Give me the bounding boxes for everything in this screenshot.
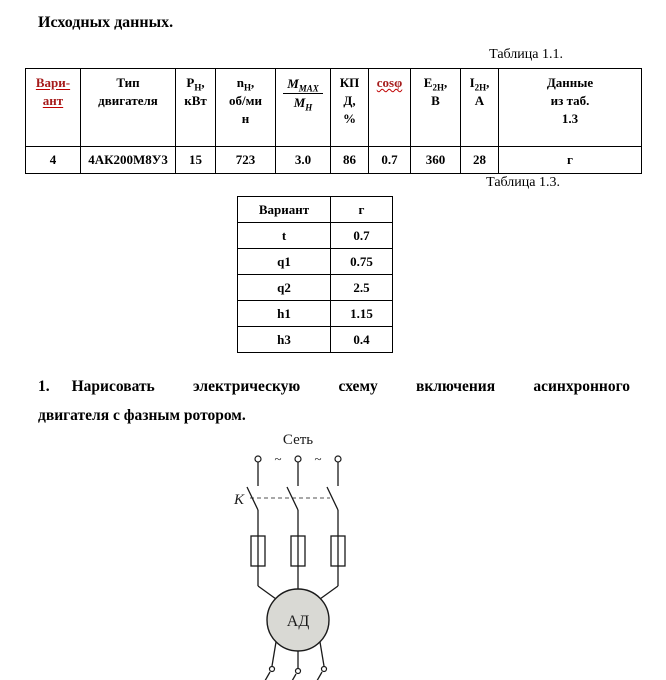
cell-cos-phi: 0.7 bbox=[369, 147, 411, 174]
rotor-contact bbox=[296, 669, 301, 674]
col-header-rotor-emf: $E_{2Н}$, В bbox=[411, 69, 461, 147]
col-header-efficiency: КП Д, % bbox=[331, 69, 369, 147]
param-name: q2 bbox=[238, 275, 331, 301]
motor-label: АД bbox=[286, 613, 310, 630]
mmax-mn-fraction: $\frac{M_{MAX}}{M_Н}$ bbox=[283, 76, 323, 110]
phase-wires-middle bbox=[258, 510, 338, 586]
contactor-label: К bbox=[234, 492, 244, 508]
col-header-torque-ratio bbox=[276, 69, 331, 147]
param-value: 0.7 bbox=[331, 223, 393, 249]
cell-efficiency: 86 bbox=[331, 147, 369, 174]
phase-wires-upper bbox=[258, 462, 338, 486]
ac-symbol: ~ bbox=[274, 451, 282, 466]
task-paragraph bbox=[38, 372, 630, 430]
table-data-row bbox=[26, 147, 642, 174]
cell-data-ref: г bbox=[499, 147, 642, 174]
param-value: 2.5 bbox=[331, 275, 393, 301]
supply-terminal bbox=[335, 456, 341, 462]
cell-rotor-emf: 360 bbox=[411, 147, 461, 174]
param-name: h1 bbox=[238, 301, 331, 327]
cell-motor-type: 4АК200М8У3 bbox=[81, 147, 176, 174]
col-header-motor-type: Тип двигателя bbox=[81, 69, 176, 147]
table-1-1-caption: Таблица 1.1. bbox=[489, 47, 563, 62]
cell-speed: 723 bbox=[216, 147, 276, 174]
col-header-power: $P_Н$, кВт bbox=[176, 69, 216, 147]
col-header-cos-phi: cosφ bbox=[369, 69, 411, 147]
param-value: 0.4 bbox=[331, 327, 393, 353]
cell-power: 15 bbox=[176, 147, 216, 174]
col-header-rotor-current: $I_{2Н}$, А bbox=[461, 69, 499, 147]
net-label: Сеть bbox=[282, 432, 314, 448]
supply-terminal bbox=[295, 456, 301, 462]
param-value: 1.15 bbox=[331, 301, 393, 327]
table-row bbox=[238, 301, 393, 327]
rotor-contact bbox=[322, 667, 327, 672]
ac-symbol: ~ bbox=[314, 451, 322, 466]
col-header-speed: $n_Н$, об/ми н bbox=[216, 69, 276, 147]
table-row bbox=[238, 275, 393, 301]
cell-rotor-current: 28 bbox=[461, 147, 499, 174]
source-data-table bbox=[25, 68, 642, 174]
contactor-contacts bbox=[247, 487, 338, 510]
table-1-3-caption: Таблица 1.3. bbox=[486, 175, 560, 190]
table-header-row bbox=[238, 197, 393, 223]
supply-terminal bbox=[255, 456, 261, 462]
task-number: 1. bbox=[38, 378, 50, 395]
param-value: 0.75 bbox=[331, 249, 393, 275]
page-title: Исходных данных. bbox=[38, 14, 174, 31]
rotor-contact-blades bbox=[262, 672, 322, 680]
cell-torque-ratio: 3.0 bbox=[276, 147, 331, 174]
rotor-contact bbox=[270, 667, 275, 672]
table-row bbox=[238, 223, 393, 249]
motor-circuit-svg bbox=[226, 428, 436, 680]
circuit-diagram bbox=[226, 428, 436, 680]
table-row bbox=[238, 327, 393, 353]
task-text-line2: двигателя с фазным ротором. bbox=[38, 407, 246, 424]
table-header-row bbox=[26, 69, 642, 147]
param-name: q1 bbox=[238, 249, 331, 275]
cell-variant: 4 bbox=[26, 147, 81, 174]
task-text-line1: Нарисовать электрическую схему включения асинхронного bbox=[71, 378, 630, 395]
param-name: h3 bbox=[238, 327, 331, 353]
col-header-variant: Вари- ант bbox=[26, 69, 81, 147]
col-header-g: г bbox=[331, 197, 393, 223]
col-header-data-from-table: Данные из таб. 1.3 bbox=[499, 69, 642, 147]
col-header-variant: Вариант bbox=[238, 197, 331, 223]
coefficients-table bbox=[237, 196, 393, 353]
param-name: t bbox=[238, 223, 331, 249]
table-row bbox=[238, 249, 393, 275]
